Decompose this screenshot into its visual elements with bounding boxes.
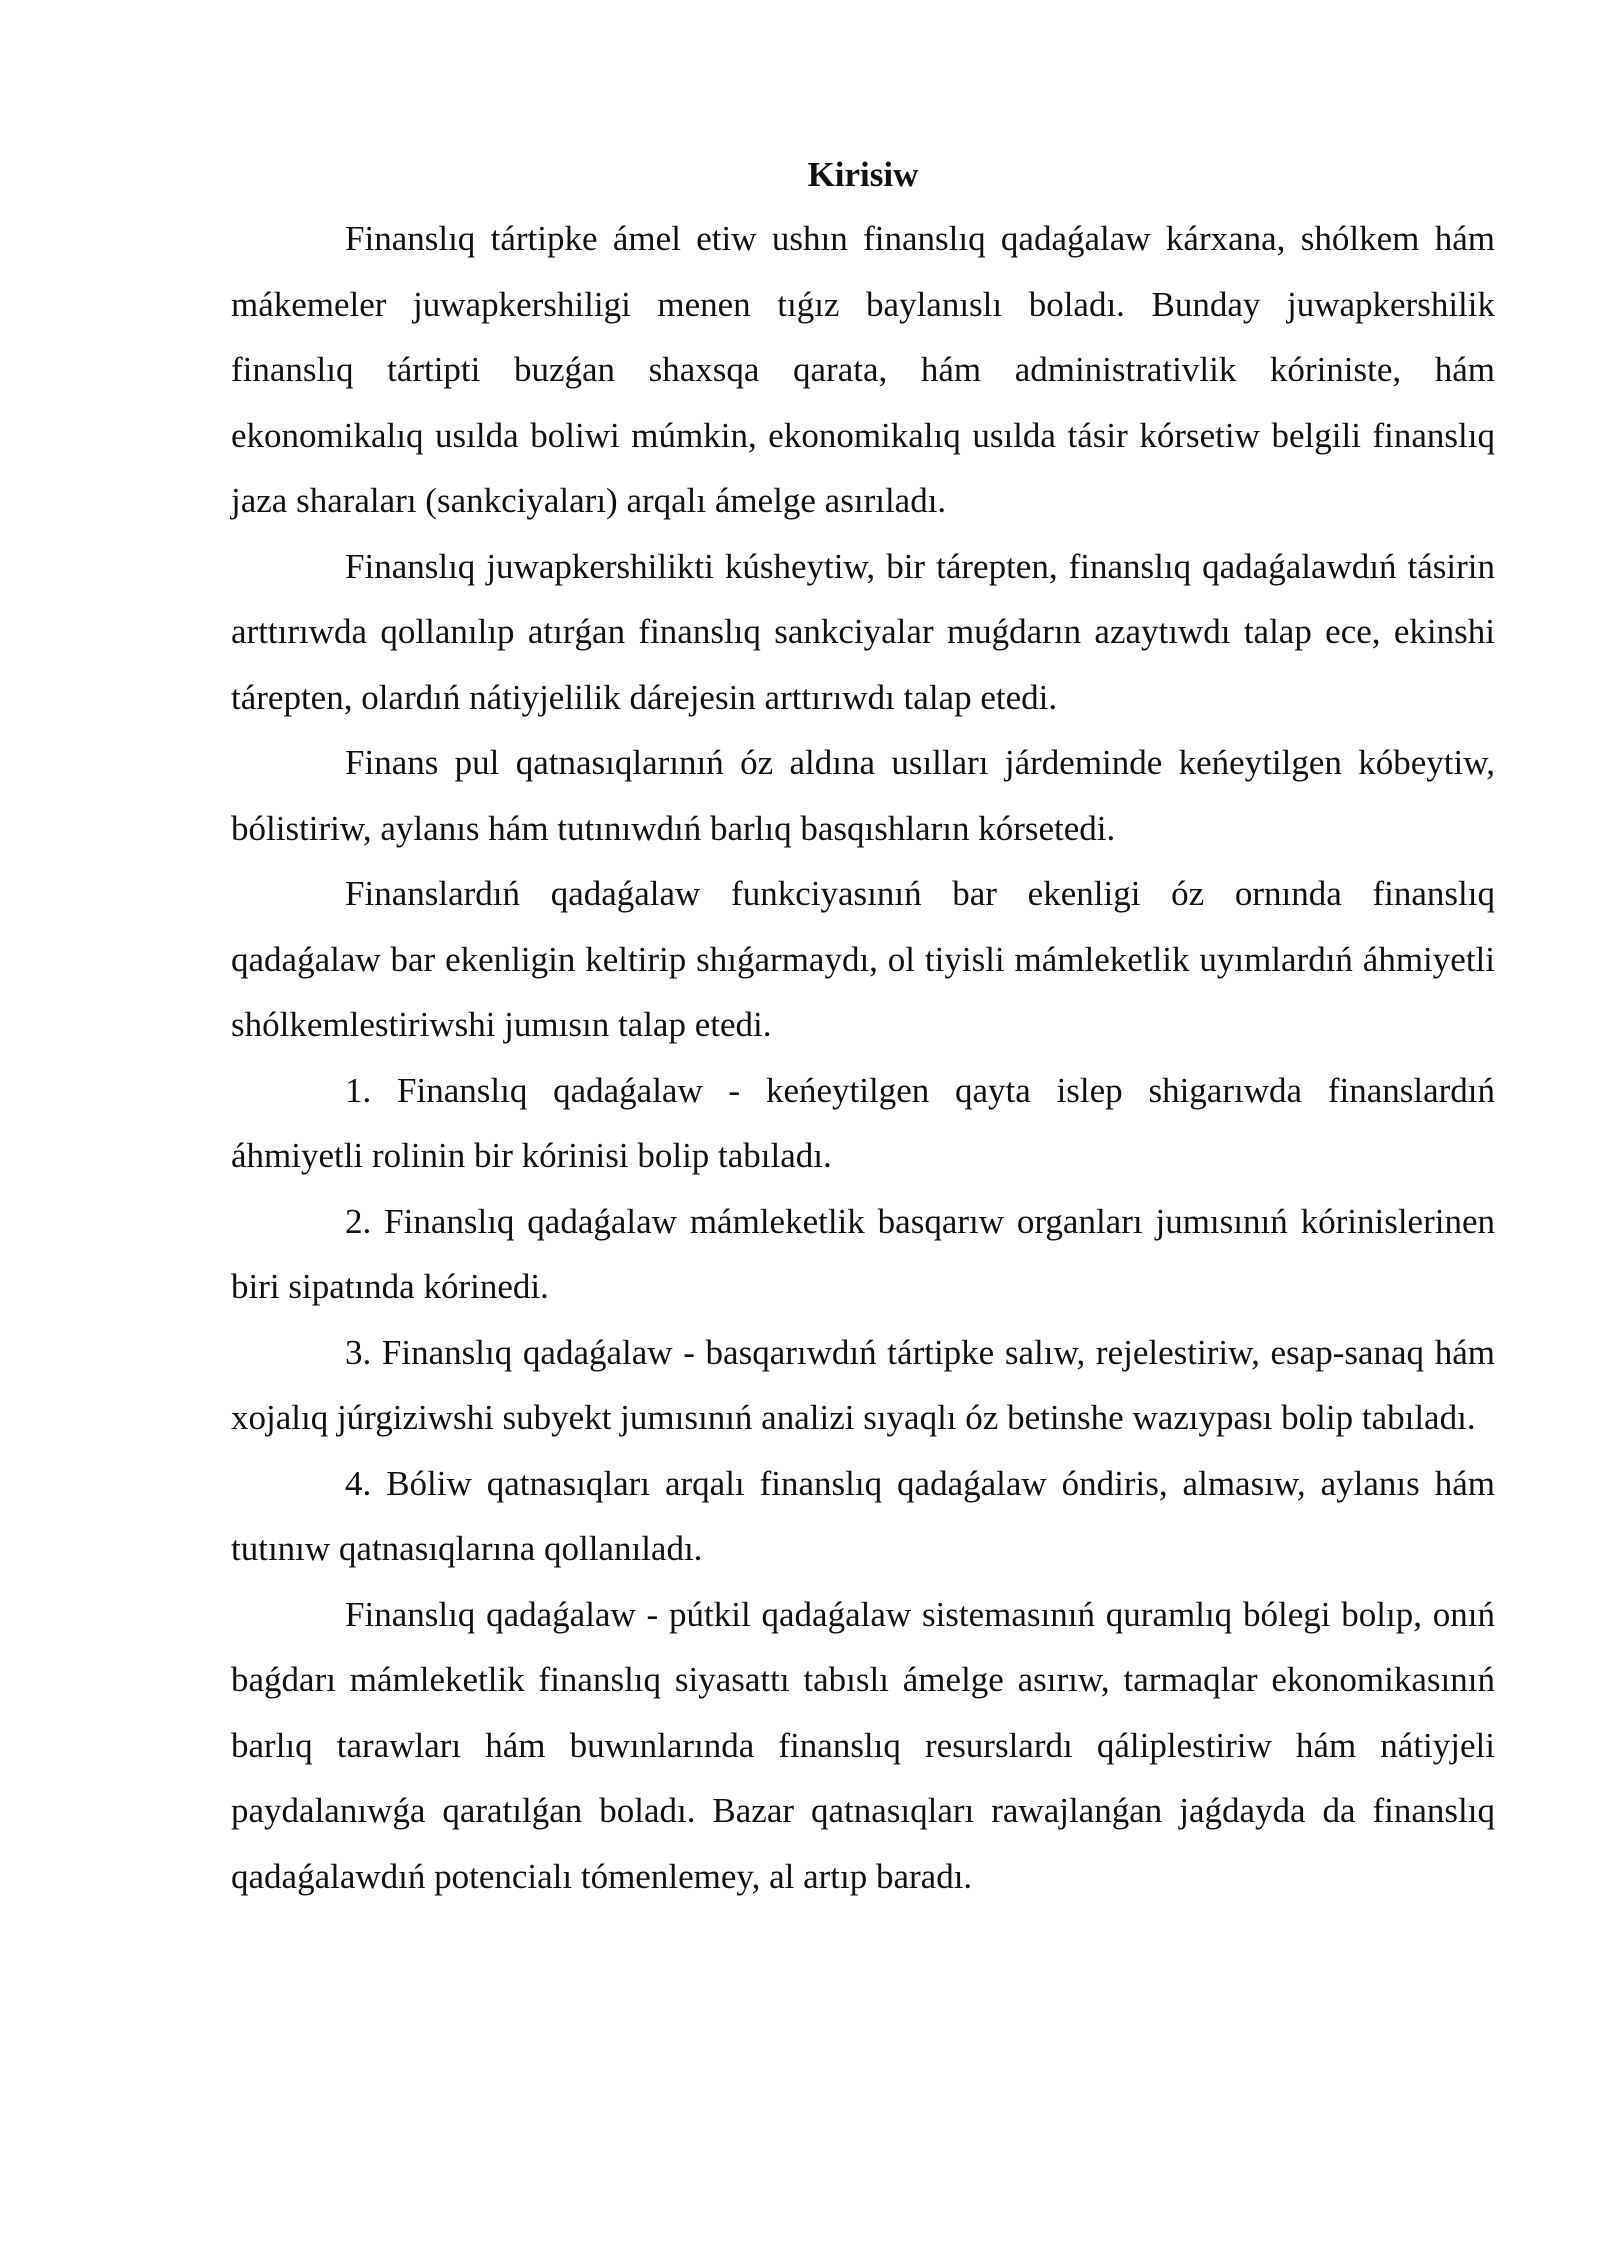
list-item-3: 3. Finanslıq qadaǵalaw - basqarıwdıń tártipke salıw, rejelestiriw, esap-sanaq hám xojalıq júrgiziwshi subyekt jumısınıń analizi sıyaqlı óz betinshe wazıypası bolip tabıladı. xyxy=(231,1332,1495,1437)
list-item-1: 1. Finanslıq qadaǵalaw - keńeytilgen qayta islep shigarıwda finanslardıń áhmiyetli rolinin bir kórinisi bolip tabıladı. xyxy=(231,1070,1495,1175)
paragraph-4: Finanslardıń qadaǵalaw funkciyasınıń bar ekenligi óz ornında finanslıq qadaǵalaw bar ekenligin keltirip shıǵarmaydı, ol tiyisli mámleketlik uyımlardıń áhmiyetli shólkemlestiriwshi jumısın talap etedi. xyxy=(231,874,1495,1044)
document-title: Kirisiw xyxy=(807,155,919,194)
list-item-4: 4. Bóliw qatnasıqları arqalı finanslıq qadaǵalaw óndiris, almasıw, aylanıs hám tutınıw qatnasıqlarına qollanıladı. xyxy=(231,1463,1495,1568)
paragraph-3: Finans pul qatnasıqlarınıń óz aldına usılları járdeminde keńeytilgen kóbeytiw, bólistiriw, aylanıs hám tutınıwdıń barlıq basqıshların kórsetedi. xyxy=(231,743,1495,848)
paragraph-2: Finanslıq juwapkershilikti kúsheytiw, bir tárepten, finanslıq qadaǵalawdıń tásirin arttırıwda qollanılıp atırǵan finanslıq sankciyalar muǵdarın azaytıwdı talap ece, ekinshi tárepten, olardıń nátiyjelilik dárejesin arttırıwdı talap etedi. xyxy=(231,546,1495,717)
paragraph-1: Finanslıq tártipke ámel etiw ushın finanslıq qadaǵalaw kárxana, shólkem hám mákemeler juwapkershiligi menen tıǵız baylanıslı boladı. Bunday juwapkershilik finanslıq tártipti buzǵan shaxsqa qarata, hám administrativlik kóriniste, hám ekonomikalıq usılda boliwi múmkin, ekonomikalıq usılda tásir kórsetiw belgili finanslıq jaza sharaları (sankciyaları) arqalı ámelge asırıladı. xyxy=(231,219,1495,520)
paragraph-final: Finanslıq qadaǵalaw - pútkil qadaǵalaw sistemasınıń quramlıq bólegi bolıp, onıń baǵdarı mámleketlik finanslıq siyasattı tabıslı ámelge asırıw, tarmaqlar ekonomikasınıń barlıq tarawları hám buwınlarında finanslıq resurslardı qáliplestiriw hám nátiyjeli paydalanıwǵa qaratılǵan boladı. Bazar qatnasıqları rawajlanǵan jaǵdayda da finanslıq qadaǵalawdıń potencialı tómenlemey, al artıp baradı. xyxy=(231,1594,1495,1896)
document-page xyxy=(231,150,1495,1909)
list-item-2: 2. Finanslıq qadaǵalaw mámleketlik basqarıw organları jumısınıń kórinislerinen biri sipatında kórinedi. xyxy=(231,1201,1495,1306)
